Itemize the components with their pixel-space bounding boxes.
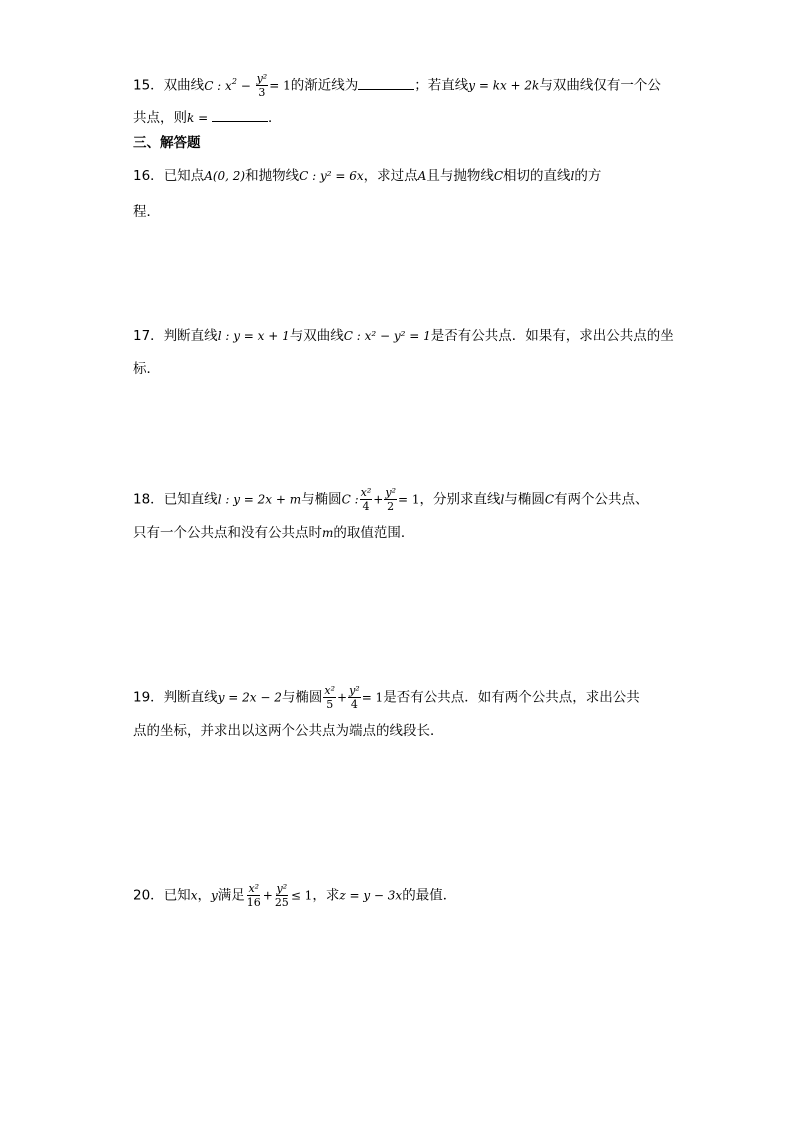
text: 与椭圆 [504,491,545,508]
question-16-line-2: 程． [133,204,160,220]
math-var: C [493,169,504,183]
question-20-line-1 [133,882,456,909]
math-var: C [544,492,555,507]
math-line: l : y = x + 1 [217,329,290,343]
section-heading: 三、解答题 [133,135,201,151]
text: 的最值． [402,887,457,904]
text: 且与抛物线 [426,168,494,184]
text: 与双曲线仅有一个公 [539,77,661,94]
math-line: y = 2x − 2 [217,690,282,705]
question-17-line-2: 标． [133,361,160,377]
question-17-line-1 [133,326,674,346]
math-equals: = 1 [397,492,420,507]
math-k: k = [187,111,212,125]
text: ；若直线 [414,77,469,94]
text: 只有一个公共点和没有公共点时 [133,525,322,541]
math-var: l [570,169,575,183]
text: 满足 [217,887,245,904]
math-plus: + [337,690,348,705]
math-var: m [322,526,334,540]
math-plus: + [262,888,273,903]
fraction: $\frac{\text{x²}}{4}$ [360,486,372,513]
question-number: 19． [133,689,164,706]
question-15-line-1 [133,72,661,99]
math-equals: = 1 [361,690,384,705]
math-point: A(0, 2) [204,169,246,183]
question-number: 20． [133,887,164,904]
text: ，求 [312,887,340,904]
text: 和抛物线 [245,168,300,184]
text: 有两个公共点、 [554,491,649,508]
fraction: $\frac{\text{x²}}{16}$ [246,882,261,909]
math-ellipse-label: C : [341,492,359,507]
text: 已知点 [163,168,205,184]
question-number: 18． [133,491,164,508]
math-var: y [210,888,218,903]
question-19-line-1 [133,684,640,711]
math-equals: = 1 [269,78,291,93]
question-number: 16． [133,168,164,184]
fraction: $\frac{\text{y²}}{25}$ [274,882,289,909]
text: 相切的直线 [503,168,571,184]
question-19-line-2: 点的坐标，并求出以这两个公共点为端点的线段长． [133,723,444,739]
text: ， [197,887,211,904]
text: 是否有公共点．如果有，求出公共点的坐 [430,328,674,344]
math-parabola: C : y² = 6x [299,169,364,183]
question-number: 17． [133,328,164,344]
fraction: $\frac{\text{y²}}{2}$ [385,486,396,513]
text: 共点，则 [133,110,187,126]
text: ，分别求直线 [419,491,501,508]
math-le: ≤ 1 [290,888,313,903]
math-objective: z = y − 3x [339,888,403,903]
question-15-line-2 [133,108,281,128]
text: 的取值范围． [333,525,415,541]
math-var: l [500,492,505,507]
text: 的渐近线为 [290,77,359,94]
text: 双曲线 [163,77,205,94]
text: 判断直线 [163,689,218,706]
text: ． [267,110,282,126]
text: 已知 [163,887,191,904]
fraction: $\frac{\text{y²}}{3}$ [256,72,268,99]
math-var: A [417,169,427,183]
question-18-line-2 [133,523,414,543]
text: ，求过点 [363,168,418,184]
text: 判断直线 [163,328,218,344]
text: 已知直线 [163,491,218,508]
math-var: x [190,888,198,903]
text: 与双曲线 [289,328,344,344]
fraction: $\frac{\text{x²}}{5}$ [324,684,335,711]
question-16-line-1 [133,166,601,186]
answer-blank[interactable] [358,77,414,90]
answer-blank[interactable] [212,109,268,122]
math-line: l : y = 2x + m [217,492,302,507]
question-18-line-1 [133,486,649,513]
math-hyperbola: C : x² − y² = 1 [343,329,431,343]
text: 的方 [574,168,602,184]
text: 是否有公共点．如有两个公共点，求出公共 [383,689,640,706]
math-line: y = kx + 2k [468,78,540,93]
fraction: $\frac{\text{y²}}{4}$ [349,684,360,711]
math-hyperbola: C : $x^2$ − [204,76,255,93]
text: 与椭圆 [281,689,323,706]
math-plus: + [373,492,384,507]
question-number: 15． [133,77,164,94]
text: 与椭圆 [301,491,342,508]
